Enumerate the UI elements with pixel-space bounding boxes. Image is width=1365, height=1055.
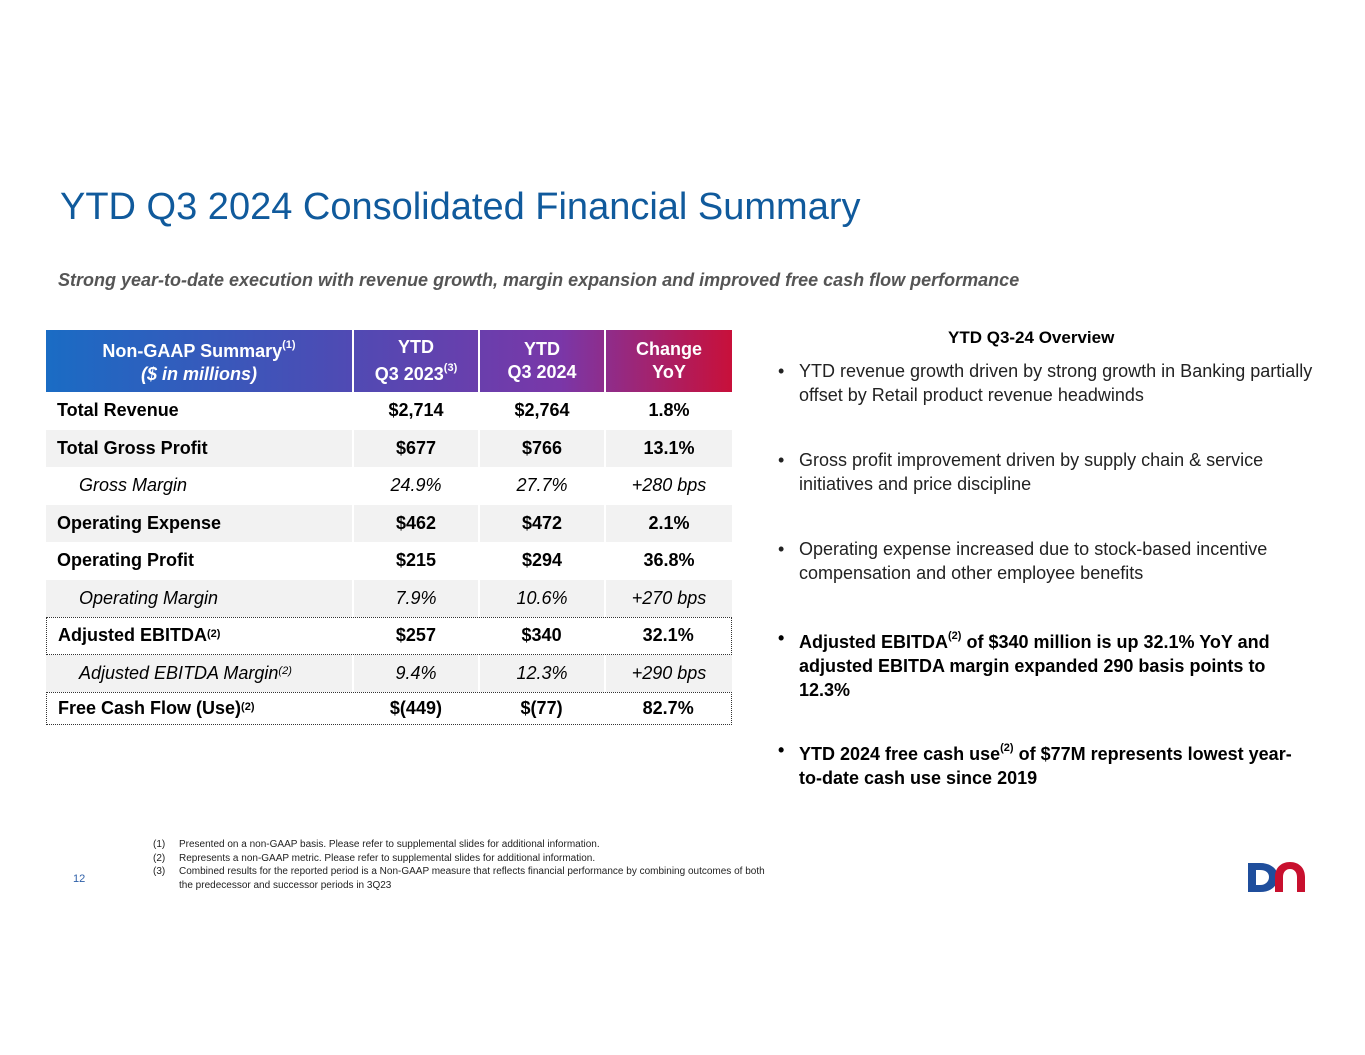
row-label: Total Gross Profit: [46, 430, 354, 468]
bullet-dot: •: [778, 361, 785, 381]
page-title: YTD Q3 2024 Consolidated Financial Summary: [60, 186, 861, 228]
cell-change: +290 bps: [631, 662, 707, 683]
cell-change: 82.7%: [642, 698, 694, 718]
cell-q3-2024: 27.7%: [480, 467, 606, 505]
overview-bullet: • Gross profit improvement driven by supply chain & service initiatives and price discipline: [778, 450, 1264, 494]
overview-bullet: • YTD revenue growth driven by strong growth in Banking partially offset by Retail product revenue headwinds: [778, 361, 1313, 405]
table-row: [46, 392, 732, 430]
cell-change: +280 bps: [631, 475, 707, 496]
cell-q3-2023: $462: [354, 505, 480, 543]
cell-q3-2023: 9.4%: [354, 655, 480, 693]
row-label: Adjusted EBITDA $^{(2)}$: [47, 618, 354, 654]
row-label: Gross Margin: [46, 467, 354, 505]
row-label: Free Cash Flow (Use) $^{(2)}$: [47, 693, 354, 724]
cell-change: 32.1%: [642, 625, 694, 646]
overview-bullet: • Operating expense increased due to stock-based incentive compensation and other employee benefits: [778, 539, 1268, 583]
cell-q3-2023: $(449): [354, 693, 480, 724]
overview-bullet: • YTD 2024 free cash use$^{(2)}$ of $77M represents lowest year-to-date cash use since 2019: [778, 740, 1292, 788]
page-number: 12: [73, 873, 86, 885]
bullet-dot: •: [778, 539, 785, 559]
footnote: (2) Represents a non-GAAP metric. Please refer to supplemental slides for additional information.: [153, 852, 596, 864]
cell-q3-2024: 10.6%: [480, 580, 606, 618]
cell-change: +270 bps: [631, 587, 707, 608]
cell-change: 1.8%: [648, 400, 690, 421]
header-summary: Non-GAAP Summary$^{(1)}$ ($ in millions): [46, 330, 354, 392]
row-label: Operating Margin: [46, 580, 354, 618]
cell-q3-2023: 7.9%: [354, 580, 480, 618]
cell-q3-2023: $215: [354, 542, 480, 580]
header-q3-2023: YTD Q3 2023$^{(3)}$: [354, 330, 480, 392]
footnote: (3) Combined results for the reported period is a Non-GAAP measure that reflects financial performance by combining outcomes of both the predecessor and successor periods in 3Q23: [153, 866, 765, 891]
cell-q3-2024: $472: [480, 505, 606, 543]
footnotes: [153, 838, 773, 892]
row-label: Adjusted EBITDA Margin $^{(2)}$: [46, 655, 354, 693]
table-row: [46, 617, 732, 655]
cell-q3-2023: 24.9%: [354, 467, 480, 505]
cell-q3-2024: $766: [480, 430, 606, 468]
cell-q3-2024: $294: [480, 542, 606, 580]
overview-bullet: • Adjusted EBITDA$^{(2)}$ of $340 million is up 32.1% YoY and adjusted EBITDA margin expanded 290 basis points to 12.3%: [778, 628, 1270, 700]
table-row: [46, 692, 732, 725]
table-row: [46, 655, 732, 693]
bullet-dot: •: [778, 628, 785, 648]
cell-q3-2024: $340: [480, 618, 606, 654]
row-label: Total Revenue: [46, 392, 354, 430]
table-row: [46, 467, 732, 505]
overview-title: YTD Q3-24 Overview: [948, 328, 1115, 347]
bullet-dot: •: [778, 450, 785, 470]
cell-q3-2023: $677: [354, 430, 480, 468]
cell-q3-2024: 12.3%: [480, 655, 606, 693]
table-row: [46, 542, 732, 580]
footnote: (1) Presented on a non-GAAP basis. Please refer to supplemental slides for additional information.: [153, 839, 600, 850]
header-q3-2024: YTD Q3 2024: [480, 330, 606, 392]
bullet-dot: •: [778, 740, 785, 760]
table-row: [46, 430, 732, 468]
page-subtitle: Strong year-to-date execution with revenue growth, margin expansion and improved free cash flow performance: [58, 270, 1020, 290]
cell-change: 2.1%: [648, 512, 690, 533]
cell-q3-2024: $2,764: [480, 392, 606, 430]
header-change: Change YoY: [635, 339, 702, 382]
row-label: Operating Profit: [46, 542, 354, 580]
financial-summary-table: [46, 330, 732, 725]
table-row: [46, 505, 732, 543]
row-label: Operating Expense: [46, 505, 354, 543]
cell-change: 13.1%: [643, 437, 695, 458]
table-header: [46, 330, 732, 392]
cell-q3-2023: $257: [354, 618, 480, 654]
cell-change: 36.8%: [643, 550, 695, 571]
dn-logo-icon: [1248, 860, 1306, 894]
cell-q3-2024: $(77): [480, 693, 606, 724]
cell-q3-2023: $2,714: [354, 392, 480, 430]
table-row: [46, 580, 732, 618]
